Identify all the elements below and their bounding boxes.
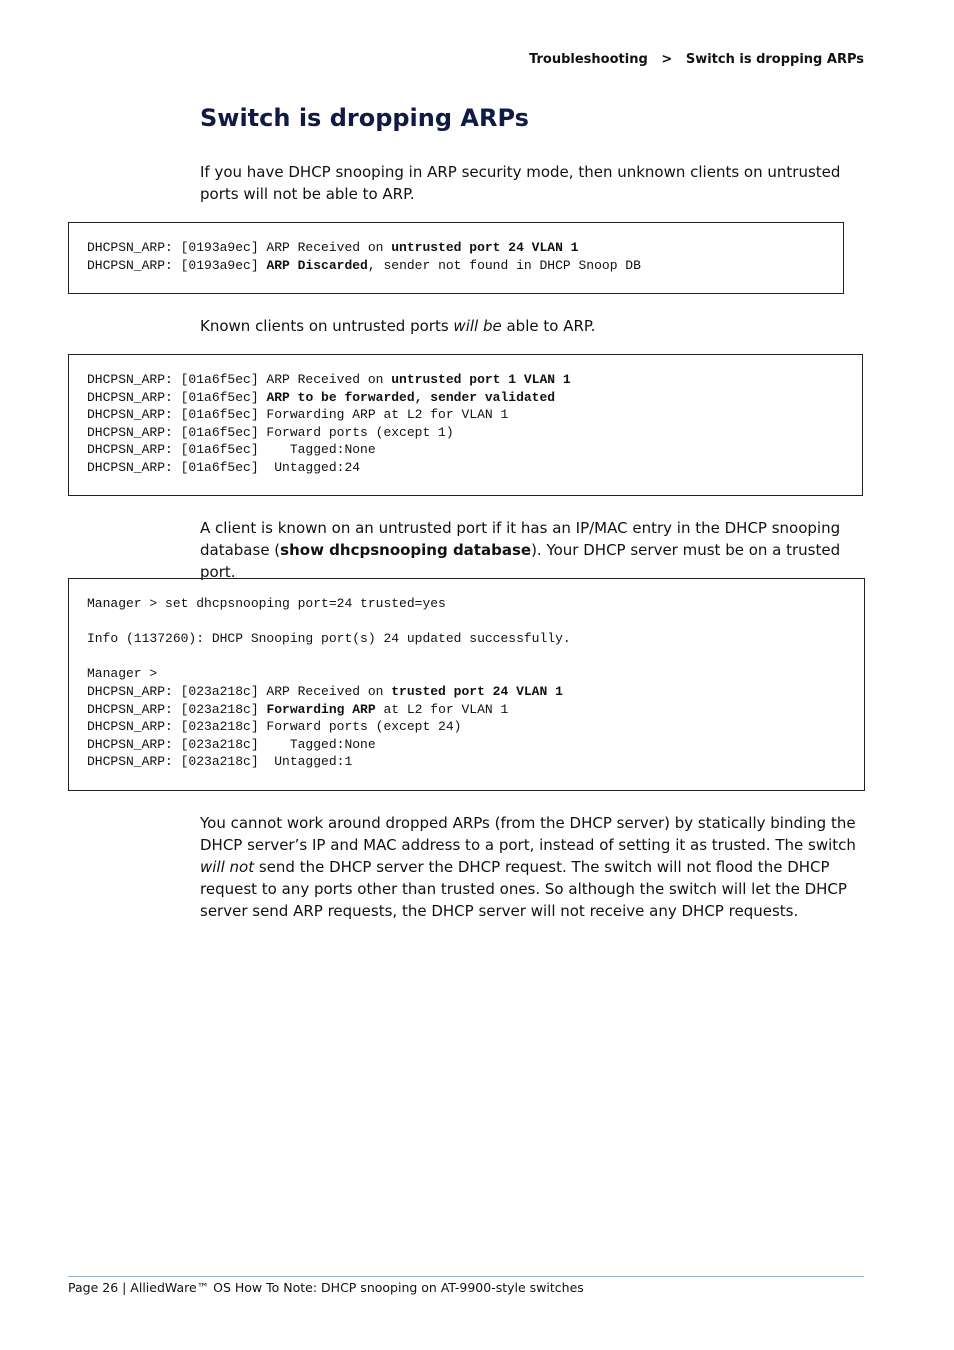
code-line: Manager > set dhcpsnooping port=24 trusted=yes (87, 596, 446, 611)
code-line: DHCPSN_ARP: [023a218c] Forward ports (except 24) (87, 719, 462, 735)
page-footer: Page 26 | AlliedWare™ OS How To Note: DHCP snooping on AT-9900-style switches (68, 1280, 584, 1295)
code-block-trusted (68, 578, 865, 791)
known-on-untrusted-paragraph: A client is known on an untrusted port if it has an IP/MAC entry in the DHCP snooping database (show dhcpsnooping database). Your DHCP server must be on a trusted port. (200, 519, 841, 581)
code-block-dropped (68, 222, 844, 294)
intro-paragraph: If you have DHCP snooping in ARP security mode, then unknown clients on untrusted ports will not be able to ARP. (200, 163, 841, 203)
header-topic: Switch is dropping ARPs (685, 52, 864, 67)
code-line: DHCPSN_ARP: [01a6f5ec] Untagged:24 (87, 459, 361, 475)
header-section: Troubleshooting (529, 52, 648, 67)
code-line: DHCPSN_ARP: [01a6f5ec] ARP to be forwarded, sender validated (87, 389, 556, 405)
code-line: Info (1137260): DHCP Snooping port(s) 24 updated successfully. (87, 631, 571, 647)
workaround-paragraph: You cannot work around dropped ARPs (from the DHCP server) by statically binding the DHCP server’s IP and MAC address to a port, instead of setting it as trusted. The switch will not send the DHCP server the DHCP request. The switch will not flood the DHCP request to any ports other than trusted ones. So although the switch will let the DHCP server send ARP requests, the DHCP server will not receive any DHCP requests. (200, 814, 856, 920)
header-separator: > (661, 52, 673, 67)
code-line (87, 613, 864, 631)
code-line: DHCPSN_ARP: [023a218c] ARP Received on trusted port 24 VLAN 1 (87, 683, 563, 699)
code-line: DHCPSN_ARP: [0193a9ec] ARP Discarded, sender not found in DHCP Snoop DB (87, 257, 641, 273)
code-line: DHCPSN_ARP: [01a6f5ec] Forwarding ARP at L2 for VLAN 1 (87, 407, 509, 423)
code-line: DHCPSN_ARP: [01a6f5ec] Tagged:None (87, 442, 376, 458)
code-line: DHCPSN_ARP: [023a218c] Untagged:1 (87, 754, 353, 770)
code-line: DHCPSN_ARP: [023a218c] Forwarding ARP at L2 for VLAN 1 (87, 701, 509, 717)
code-line: DHCPSN_ARP: [023a218c] Tagged:None (87, 736, 376, 752)
code-line: DHCPSN_ARP: [01a6f5ec] ARP Received on untrusted port 1 VLAN 1 (87, 372, 571, 387)
code-line: DHCPSN_ARP: [0193a9ec] ARP Received on untrusted port 24 VLAN 1 (87, 240, 579, 255)
code-line (87, 648, 864, 666)
code-line: Manager > (87, 666, 158, 682)
code-block-forwarded (68, 354, 863, 496)
footer-rule (68, 1276, 864, 1277)
page-title: Switch is dropping ARPs (200, 104, 529, 132)
running-header (529, 52, 864, 67)
known-clients-paragraph: Known clients on untrusted ports will be able to ARP. (200, 317, 596, 335)
code-line: DHCPSN_ARP: [01a6f5ec] Forward ports (except 1) (87, 424, 454, 440)
